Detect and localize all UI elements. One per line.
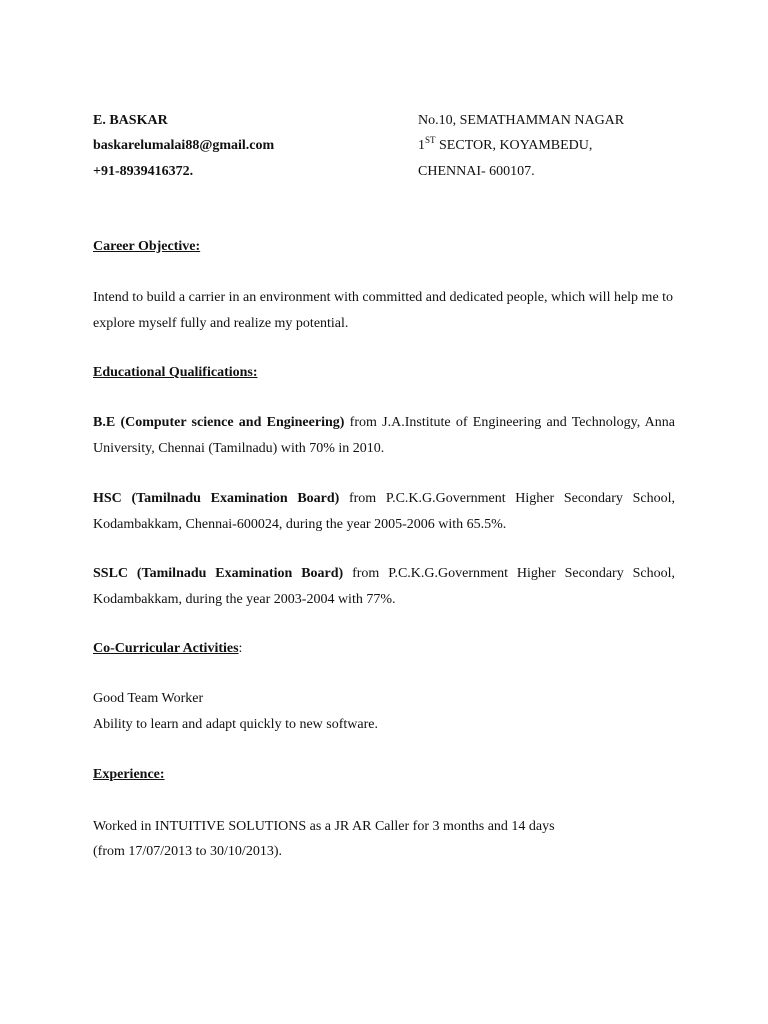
activity-item: Ability to learn and adapt quickly to new software. (93, 717, 378, 732)
education-item-text: from P.C.K.G.Government Higher Secondary School, Kodambakkam, during the year 2003-2004 with 77%. (93, 566, 675, 607)
education-item-title: SSLC (Tamilnadu Examination Board) (93, 566, 344, 581)
education-item-text: from P.C.K.G.Government Higher Secondary School, Kodambakkam, Chennai-600024, during the year 2005-2006 with 65.5%. (93, 491, 675, 532)
candidate-email: baskarelumalai88@gmail.com (93, 138, 275, 153)
education-heading: Educational Qualifications: (93, 365, 258, 380)
address-sector-number: 1 (418, 138, 425, 153)
activity-item: Good Team Worker (93, 691, 204, 706)
education-item-text: from J.A.Institute of Engineering and Technology, Anna University, Chennai (Tamilnadu) with 70% in 2010. (93, 415, 676, 456)
candidate-name: E. BASKAR (93, 113, 168, 128)
career-objective-text: Intend to build a carrier in an environment with committed and dedicated people, which will help me to explore myself fully and realize my potential. (93, 290, 674, 331)
education-item-be (93, 410, 675, 462)
experience-line-2: (from 17/07/2013 to 30/10/2013). (93, 844, 282, 859)
address-line-1: No.10, SEMATHAMMAN NAGAR (418, 113, 625, 128)
address-sector-rest: SECTOR, KOYAMBEDU, (435, 138, 593, 153)
education-item-title: HSC (Tamilnadu Examination Board) (93, 491, 340, 506)
co-curricular-heading (93, 640, 242, 658)
education-item-title: B.E (Computer science and Engineering) (93, 415, 345, 430)
co-curricular-heading-colon: : (238, 641, 243, 656)
education-item-hsc (93, 486, 675, 538)
candidate-phone: +91-8939416372. (93, 164, 194, 179)
education-item-sslc (93, 561, 675, 613)
career-objective-heading: Career Objective: (93, 239, 201, 254)
address-line-3: CHENNAI- 600107. (418, 164, 535, 179)
experience-line-1: Worked in INTUITIVE SOLUTIONS as a JR AR Caller for 3 months and 14 days (93, 819, 555, 834)
address-line-2 (418, 137, 592, 155)
experience-heading: Experience: (93, 767, 165, 782)
address-sector-suffix: ST (425, 135, 436, 145)
co-curricular-heading-text: Co-Curricular Activities (93, 641, 239, 656)
